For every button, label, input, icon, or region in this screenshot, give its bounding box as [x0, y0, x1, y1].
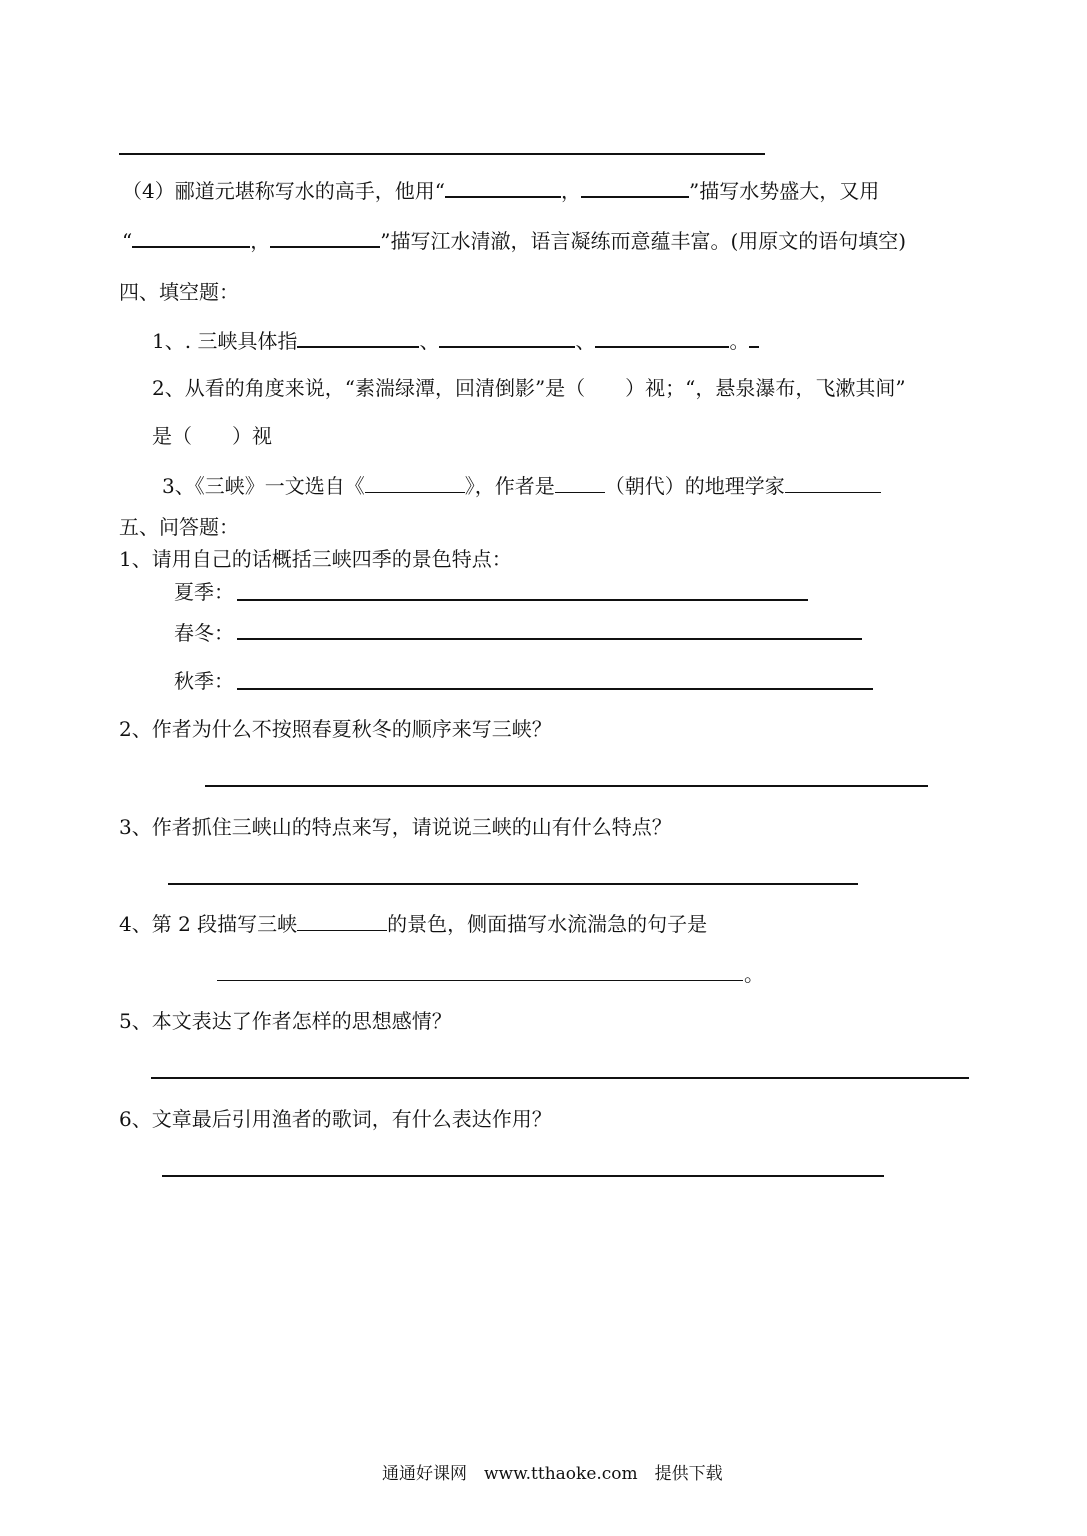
- question-text: 3、《三峡》一文选自《: [162, 474, 365, 498]
- fill-blank[interactable]: [270, 228, 380, 248]
- answer-line-q4[interactable]: [217, 980, 743, 981]
- comma: ，: [250, 229, 271, 253]
- fill-blank[interactable]: [581, 178, 689, 198]
- question-text: 的景色，侧面描写水流湍急的句子是: [387, 912, 708, 936]
- question-4-line-1: [122, 178, 879, 203]
- question-text: 》，作者是: [464, 474, 555, 498]
- fill-blank-tail: [749, 328, 759, 348]
- question-text: （朝代）的地理学家: [604, 474, 785, 498]
- fill-question-1: [152, 328, 759, 353]
- fill-question-3: [162, 474, 881, 498]
- question-text: 4、第 2 段描写三峡: [119, 912, 298, 936]
- answer-line-autumn[interactable]: [237, 688, 873, 690]
- question-number: （4）: [122, 179, 175, 203]
- separator: 、: [419, 329, 440, 353]
- question-4-line-2: [122, 228, 906, 253]
- section-4-heading: 四、填空题：: [119, 280, 239, 304]
- period: 。: [744, 962, 764, 986]
- question-text: 郦道元堪称写水的高手，他用“: [174, 179, 445, 203]
- answer-question-6: 6、文章最后引用渔者的歌词，有什么表达作用？: [119, 1107, 552, 1131]
- fill-question-2-line-1: 2、从看的角度来说，“素湍绿潭，回清倒影”是（ ）视；“，悬泉瀑布，飞漱其间”: [152, 376, 906, 400]
- answer-line-q6[interactable]: [162, 1175, 884, 1177]
- answer-question-3: 3、作者抓住三峡山的特点来写，请说说三峡的山有什么特点？: [119, 815, 672, 839]
- separator: 、: [575, 329, 596, 353]
- answer-question-5: 5、本文表达了作者怎样的思想感情？: [119, 1009, 452, 1033]
- fill-question-2-line-2: 是（ ）视: [152, 424, 272, 448]
- answer-line-q3[interactable]: [168, 883, 858, 885]
- answer-line-top: [119, 153, 765, 155]
- fill-blank[interactable]: [445, 178, 561, 198]
- fill-blank[interactable]: [297, 912, 387, 931]
- answer-line-q5[interactable]: [151, 1077, 969, 1079]
- fill-blank[interactable]: [297, 328, 419, 348]
- season-label-autumn: 秋季：: [174, 669, 234, 693]
- answer-line-summer[interactable]: [237, 599, 808, 601]
- answer-line-spring-winter[interactable]: [237, 638, 862, 640]
- fill-blank[interactable]: [365, 474, 465, 493]
- open-quote: “: [122, 229, 133, 253]
- period: 。: [729, 329, 750, 353]
- fill-blank[interactable]: [555, 474, 605, 493]
- answer-question-4: [119, 912, 707, 936]
- question-text: ”描写江水清澈，语言凝练而意蕴丰富。(用原文的语句填空): [380, 229, 907, 253]
- question-text: 1、. 三峡具体指: [152, 329, 298, 353]
- comma: ，: [560, 179, 581, 203]
- fill-blank[interactable]: [132, 228, 250, 248]
- season-label-summer: 夏季：: [174, 580, 234, 604]
- season-label-spring-winter: 春冬：: [174, 621, 234, 645]
- question-text: ”描写水势盛大，又用: [688, 179, 880, 203]
- answer-line-q2[interactable]: [205, 785, 928, 787]
- fill-blank[interactable]: [785, 474, 881, 493]
- fill-blank[interactable]: [595, 328, 729, 348]
- answer-question-2: 2、作者为什么不按照春夏秋冬的顺序来写三峡？: [119, 717, 552, 741]
- fill-blank[interactable]: [439, 328, 575, 348]
- answer-question-1: 1、请用自己的话概括三峡四季的景色特点：: [119, 547, 512, 571]
- section-5-heading: 五、问答题：: [119, 515, 239, 539]
- footer-text: 通通好课网 www.tthaoke.com 提供下载: [382, 1464, 723, 1484]
